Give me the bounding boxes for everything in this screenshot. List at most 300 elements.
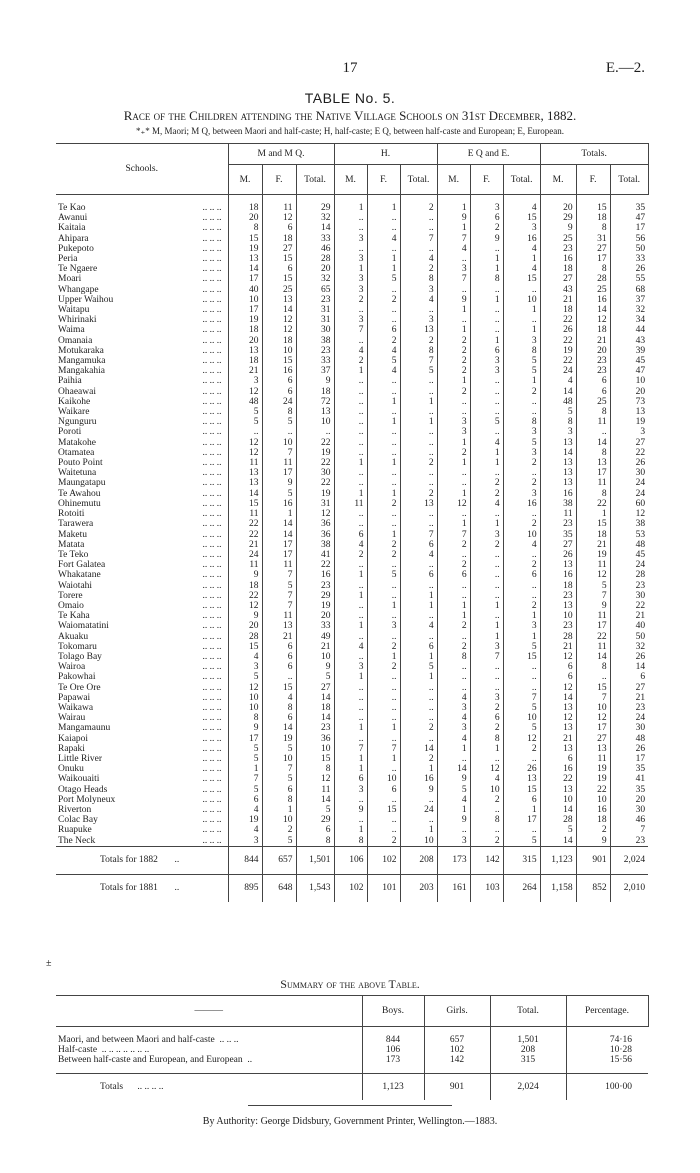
value-cell: 11 [576, 417, 610, 427]
value-cell: .. [334, 417, 367, 427]
school-name-text: Matata [58, 539, 85, 550]
value-cell: 14 [296, 713, 334, 723]
value-cell: 12 [437, 499, 470, 509]
summary-totals-value: 2,024 [490, 1074, 566, 1101]
value-cell: 4 [400, 254, 437, 264]
value-cell: 26 [540, 550, 576, 560]
value-cell: 7 [262, 570, 296, 580]
table-row [56, 723, 648, 733]
value-cell: 3 [470, 203, 503, 213]
value-cell: .. [367, 815, 400, 825]
value-cell: .. [470, 754, 503, 764]
school-name-text: Waikare [58, 407, 90, 418]
value-cell: 2 [503, 458, 540, 468]
value-cell: .. [400, 632, 437, 642]
value-cell: 12 [262, 315, 296, 325]
value-cell: .. [437, 285, 470, 295]
value-cell: 9 [576, 836, 610, 847]
leader-dots: .. .. .. [202, 804, 222, 815]
value-cell: .. [437, 683, 470, 693]
value-cell: .. [400, 427, 437, 437]
value-cell: .. [437, 754, 470, 764]
value-cell: 11 [228, 509, 262, 519]
value-cell: 38 [610, 519, 648, 529]
school-name-text: Upper Waihou [58, 294, 114, 305]
value-cell: 13 [228, 468, 262, 478]
school-name [56, 713, 228, 723]
value-cell: 18 [576, 325, 610, 335]
leader-dots: .. .. .. [202, 733, 222, 744]
value-cell: 19 [228, 815, 262, 825]
value-cell: .. [503, 468, 540, 478]
value-cell: 5 [228, 407, 262, 417]
value-cell: 6 [540, 662, 576, 672]
value-cell: .. [367, 795, 400, 805]
value-cell: 45 [610, 356, 648, 366]
value-cell: 39 [610, 346, 648, 356]
school-name [56, 203, 228, 213]
school-name-text: Maungatapu [58, 478, 106, 489]
value-cell: 22 [228, 530, 262, 540]
value-cell: .. [470, 305, 503, 315]
summary-row [56, 1045, 648, 1055]
value-cell: 1 [503, 611, 540, 621]
value-cell: 47 [610, 366, 648, 376]
table-row [56, 683, 648, 693]
table-row [56, 713, 648, 723]
value-cell: 7 [437, 274, 470, 284]
value-cell: 22 [296, 458, 334, 468]
summary-spacer-cell [362, 1027, 424, 1036]
totals-value: 1,158 [540, 874, 576, 902]
school-name-text: Tolago Bay [58, 651, 102, 662]
value-cell: 7 [367, 744, 400, 754]
leader-dots: .. .. .. [202, 549, 222, 560]
value-cell: 35 [610, 203, 648, 213]
value-cell: .. [334, 519, 367, 529]
value-cell: 4 [334, 642, 367, 652]
school-name [56, 693, 228, 703]
value-cell: 15 [228, 642, 262, 652]
school-name-text: Awanui [58, 213, 88, 224]
value-cell: 23 [296, 346, 334, 356]
value-cell: 49 [296, 632, 334, 642]
value-cell: 1 [503, 254, 540, 264]
value-cell: 33 [296, 621, 334, 631]
school-name [56, 550, 228, 560]
value-cell: 6 [262, 264, 296, 274]
value-cell: 8 [503, 346, 540, 356]
value-cell: 1 [470, 632, 503, 642]
value-cell: 18 [576, 213, 610, 223]
value-cell: 3 [334, 315, 367, 325]
value-cell: 7 [400, 530, 437, 540]
value-cell: .. [367, 427, 400, 437]
value-cell: 48 [610, 540, 648, 550]
value-cell: 26 [610, 458, 648, 468]
table-row [56, 346, 648, 356]
value-cell: 6 [262, 642, 296, 652]
value-cell: 1 [367, 530, 400, 540]
value-cell: .. [367, 315, 400, 325]
value-cell: 5 [262, 774, 296, 784]
spacer-cell [437, 195, 470, 204]
value-cell: 8 [262, 795, 296, 805]
value-cell: 24 [400, 805, 437, 815]
value-cell: 15 [228, 499, 262, 509]
leader-dots: .. .. .. [202, 611, 222, 622]
value-cell: .. [367, 468, 400, 478]
value-cell: 4 [437, 734, 470, 744]
value-cell: .. [470, 376, 503, 386]
value-cell: 30 [296, 468, 334, 478]
value-cell: 1 [503, 325, 540, 335]
value-cell: 2 [437, 387, 470, 397]
sub-header-eq-e-total: Total. [503, 165, 540, 195]
value-cell: 3 [400, 285, 437, 295]
value-cell: 14 [540, 805, 576, 815]
value-cell: 10 [296, 417, 334, 427]
value-cell: 10 [400, 836, 437, 847]
spacer-cell [610, 195, 648, 204]
value-cell: 14 [576, 652, 610, 662]
spacer-cell [296, 195, 334, 204]
value-cell: .. [437, 581, 470, 591]
school-name-text: Little River [58, 753, 103, 764]
value-cell: .. [400, 376, 437, 386]
value-cell: 36 [296, 519, 334, 529]
value-cell: 18 [540, 264, 576, 274]
value-cell: 2 [367, 662, 400, 672]
leader-dots: .. .. .. [202, 437, 222, 448]
value-cell: 5 [367, 356, 400, 366]
value-cell: 1 [334, 825, 367, 835]
school-name-text: Motukaraka [58, 345, 104, 356]
value-cell: 47 [610, 213, 648, 223]
value-cell: 9 [400, 785, 437, 795]
value-cell: 38 [296, 540, 334, 550]
value-cell: 1 [367, 489, 400, 499]
value-cell: 2 [437, 621, 470, 631]
totals-value: 102 [367, 846, 400, 874]
value-cell: 29 [540, 213, 576, 223]
value-cell: 6 [367, 325, 400, 335]
value-cell: 3 [503, 427, 540, 437]
school-name-text: Waima [58, 325, 85, 336]
value-cell: 23 [576, 366, 610, 376]
value-cell: 1 [400, 764, 437, 774]
school-name-text: Ahipara [58, 233, 89, 244]
value-cell: .. [334, 560, 367, 570]
table-row [56, 509, 648, 519]
value-cell: 9 [262, 478, 296, 488]
table-row [56, 489, 648, 499]
value-cell: .. [400, 703, 437, 713]
table-row [56, 234, 648, 244]
totals-dots: .. [174, 854, 180, 865]
value-cell: .. [367, 244, 400, 254]
value-cell: 23 [540, 519, 576, 529]
value-cell: 6 [503, 570, 540, 580]
leader-dots: .. .. .. [202, 203, 222, 213]
value-cell: 4 [228, 805, 262, 815]
value-cell: .. [334, 601, 367, 611]
table-row [56, 703, 648, 713]
value-cell: 14 [540, 693, 576, 703]
sub-header-totals-f: F. [576, 165, 610, 195]
value-cell: 10 [228, 693, 262, 703]
value-cell: 22 [610, 448, 648, 458]
value-cell: .. [470, 662, 503, 672]
table-row [56, 468, 648, 478]
value-cell: 14 [540, 836, 576, 847]
value-cell: .. [437, 509, 470, 519]
sub-header-h-m: M. [334, 165, 367, 195]
value-cell: 8 [228, 223, 262, 233]
value-cell: 48 [540, 397, 576, 407]
value-cell: 5 [503, 642, 540, 652]
school-name-text: Waikouaiti [58, 774, 100, 785]
value-cell: 1 [334, 203, 367, 213]
value-cell: 4 [503, 540, 540, 550]
leader-dots: .. .. .. [202, 305, 222, 316]
value-cell: 13 [296, 407, 334, 417]
table-row [56, 448, 648, 458]
value-cell: 13 [228, 346, 262, 356]
value-cell: 3 [437, 723, 470, 733]
value-cell: 11 [262, 458, 296, 468]
leader-dots: .. .. .. [202, 784, 222, 795]
value-cell: 1 [503, 805, 540, 815]
value-cell: 1 [400, 825, 437, 835]
value-cell: 10 [503, 713, 540, 723]
school-name [56, 397, 228, 407]
value-cell: 4 [437, 693, 470, 703]
school-name [56, 274, 228, 284]
school-name [56, 478, 228, 488]
leader-dots: .. .. .. [202, 835, 222, 846]
value-cell: 46 [610, 815, 648, 825]
school-name [56, 356, 228, 366]
value-cell: 31 [296, 499, 334, 509]
school-name-text: Mangakahia [58, 366, 105, 377]
value-cell: 13 [540, 438, 576, 448]
value-cell: 6 [262, 713, 296, 723]
spacer-cell [367, 195, 400, 204]
value-cell: 12 [540, 713, 576, 723]
value-cell: 24 [610, 489, 648, 499]
value-cell: 5 [228, 785, 262, 795]
value-cell: .. [400, 815, 437, 825]
stray-mark: ± [46, 958, 52, 969]
table-row [56, 295, 648, 305]
value-cell: .. [334, 213, 367, 223]
value-cell: 10 [576, 795, 610, 805]
value-cell: 5 [503, 723, 540, 733]
value-cell: 9 [437, 815, 470, 825]
table-row [56, 458, 648, 468]
value-cell: 10 [540, 795, 576, 805]
value-cell: 8 [576, 223, 610, 233]
value-cell: .. [367, 509, 400, 519]
value-cell: 16 [576, 295, 610, 305]
table-key-note: *₊* M, Maori; M Q, between Maori and half-caste; H, half-caste; E Q, between half-caste and European; E, European. [135, 126, 565, 136]
value-cell: 24 [228, 550, 262, 560]
value-cell: 11 [228, 560, 262, 570]
summary-spacer-cell [56, 1027, 362, 1036]
value-cell: 2 [437, 356, 470, 366]
leader-dots: .. .. .. [202, 468, 222, 479]
value-cell: 45 [610, 550, 648, 560]
value-cell: .. [367, 438, 400, 448]
value-cell: 2 [503, 601, 540, 611]
value-cell: 23 [610, 581, 648, 591]
leader-dots: .. .. .. [202, 600, 222, 611]
table-row [56, 836, 648, 847]
value-cell: 4 [228, 652, 262, 662]
value-cell: .. [334, 795, 367, 805]
table-row [56, 764, 648, 774]
value-cell: 19 [540, 346, 576, 356]
value-cell: 2 [470, 540, 503, 550]
value-cell: 6 [503, 795, 540, 805]
value-cell: 37 [296, 366, 334, 376]
value-cell: 16 [540, 570, 576, 580]
value-cell: 2 [437, 448, 470, 458]
value-cell: 3 [334, 254, 367, 264]
value-cell: 12 [576, 315, 610, 325]
value-cell: 19 [296, 448, 334, 458]
value-cell: 3 [334, 785, 367, 795]
value-cell: 5 [400, 366, 437, 376]
value-cell: 5 [262, 836, 296, 847]
value-cell: 20 [228, 621, 262, 631]
value-cell: 15 [296, 754, 334, 764]
value-cell: 23 [540, 621, 576, 631]
value-cell: 19 [610, 417, 648, 427]
value-cell: 13 [400, 499, 437, 509]
leader-dots: .. .. .. [202, 284, 222, 295]
school-name-text: Pouto Point [58, 458, 103, 469]
value-cell: .. [367, 683, 400, 693]
leader-dots: .. .. .. [202, 753, 222, 764]
value-cell: 15 [367, 805, 400, 815]
value-cell: .. [400, 683, 437, 693]
summary-totals-dots: .. .. .. .. [137, 1082, 164, 1092]
value-cell: .. [503, 662, 540, 672]
school-name-text: Akuaku [58, 631, 89, 642]
table-row [56, 825, 648, 835]
value-cell: 13 [540, 468, 576, 478]
sub-header-eq-e-f: F. [470, 165, 503, 195]
value-cell: 2 [437, 346, 470, 356]
value-cell: 31 [296, 315, 334, 325]
value-cell: 23 [540, 591, 576, 601]
value-cell: 23 [576, 356, 610, 366]
value-cell: 8 [470, 815, 503, 825]
value-cell: 5 [540, 407, 576, 417]
value-cell: 4 [470, 499, 503, 509]
leader-dots: .. .. .. [202, 213, 222, 224]
table-row [56, 213, 648, 223]
value-cell: .. [576, 672, 610, 682]
value-cell: 30 [610, 468, 648, 478]
value-cell: 18 [296, 703, 334, 713]
value-cell: 22 [228, 519, 262, 529]
value-cell: .. [334, 244, 367, 254]
table-row [56, 376, 648, 386]
school-name-text: Colac Bay [58, 815, 98, 826]
value-cell: 8 [296, 836, 334, 847]
value-cell: 18 [576, 815, 610, 825]
leader-dots: .. .. .. [202, 764, 222, 775]
school-name [56, 560, 228, 570]
value-cell: 17 [228, 734, 262, 744]
leader-dots: .. .. .. [202, 723, 222, 734]
value-cell: 17 [262, 540, 296, 550]
value-cell: 2 [400, 336, 437, 346]
leader-dots: .. .. .. [202, 794, 222, 805]
leader-dots: .. .. .. [202, 570, 222, 581]
value-cell: .. [400, 519, 437, 529]
value-cell: 2 [437, 560, 470, 570]
value-cell: 21 [576, 336, 610, 346]
value-cell: 1 [470, 254, 503, 264]
value-cell: 10 [367, 774, 400, 784]
value-cell: 13 [503, 774, 540, 784]
value-cell: 2 [400, 754, 437, 764]
value-cell: 8 [470, 274, 503, 284]
leader-dots: .. .. .. [202, 539, 222, 550]
value-cell: 28 [296, 254, 334, 264]
value-cell: 14 [228, 489, 262, 499]
value-cell: 1 [576, 509, 610, 519]
value-cell: 3 [437, 264, 470, 274]
value-cell: 12 [262, 325, 296, 335]
value-cell: 4 [367, 234, 400, 244]
value-cell: 37 [610, 295, 648, 305]
value-cell: 2 [367, 836, 400, 847]
spacer-cell [470, 195, 503, 204]
value-cell: .. [437, 397, 470, 407]
leader-dots: .. .. .. [202, 386, 222, 397]
totals-value: 1,123 [540, 846, 576, 874]
value-cell: 20 [228, 336, 262, 346]
value-cell: 12 [503, 734, 540, 744]
value-cell: 2 [367, 499, 400, 509]
summary-spacer-cell [424, 1027, 490, 1036]
value-cell: 41 [610, 774, 648, 784]
value-cell: 1 [470, 336, 503, 346]
value-cell: 2 [503, 478, 540, 488]
value-cell: 10 [540, 611, 576, 621]
value-cell: 4 [367, 366, 400, 376]
value-cell: 18 [540, 581, 576, 591]
value-cell: 2 [334, 356, 367, 366]
table-row [56, 264, 648, 274]
value-cell: 8 [228, 713, 262, 723]
value-cell: 4 [470, 774, 503, 784]
value-cell: .. [437, 315, 470, 325]
value-cell: 12 [228, 448, 262, 458]
leader-dots: .. .. .. [202, 366, 222, 377]
value-cell: 3 [470, 642, 503, 652]
school-name-text: Kaitaia [58, 223, 86, 234]
value-cell: 26 [610, 744, 648, 754]
value-cell: 13 [228, 478, 262, 488]
summary-title: Summary of the above Table. [280, 977, 420, 991]
value-cell: 20 [540, 203, 576, 213]
